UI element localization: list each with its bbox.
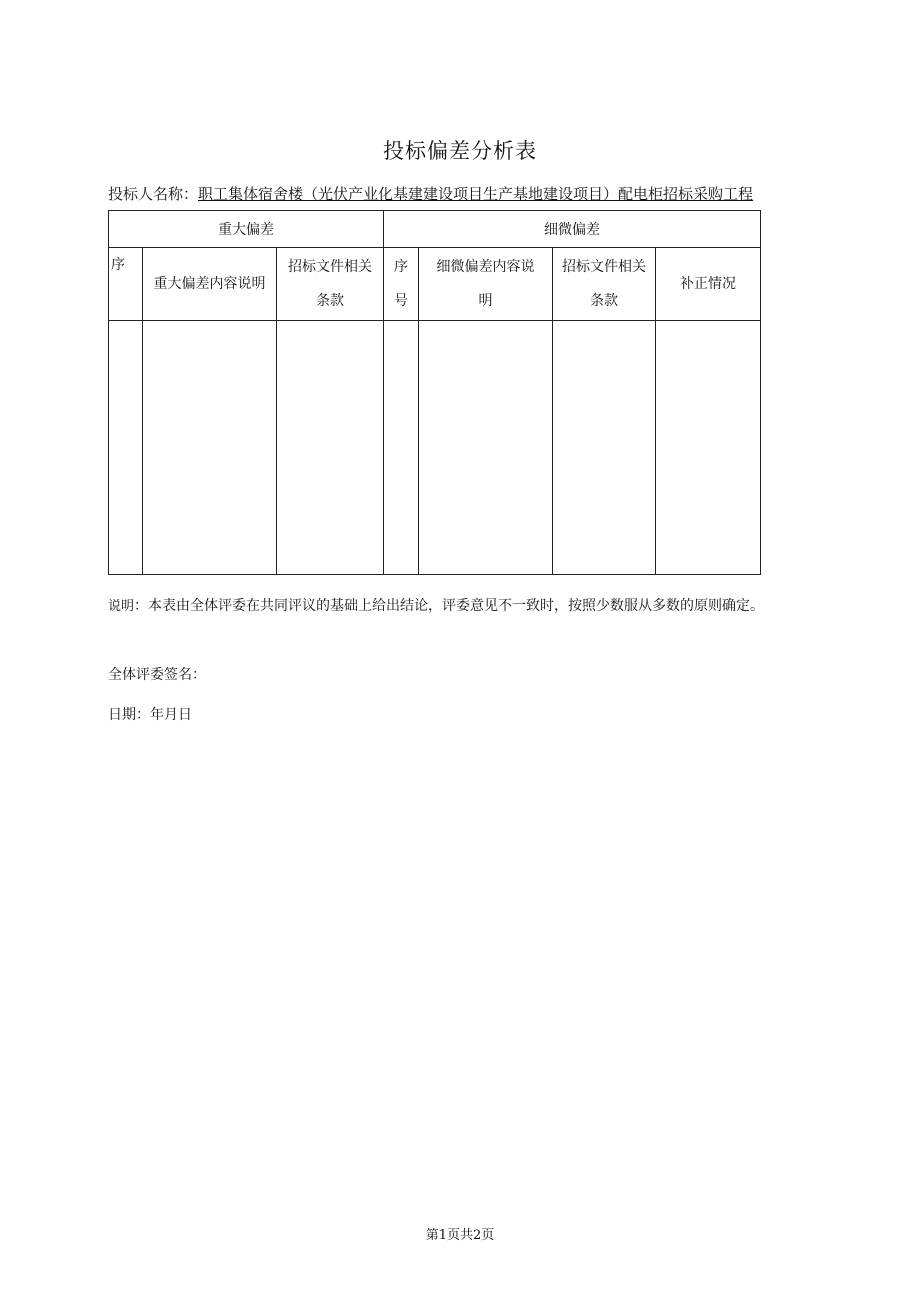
table-cell[interactable] (143, 321, 277, 575)
deviation-table (108, 210, 761, 575)
page-footer: 第1页共2页 (425, 1228, 495, 1243)
table-cell[interactable] (656, 321, 761, 575)
major-deviation-header: 重大偏差 (109, 211, 384, 248)
table-cell[interactable] (384, 321, 419, 575)
note-label: 说明 (108, 599, 135, 614)
bidder-label: 投标人名称： (108, 185, 199, 203)
table-row (109, 321, 761, 575)
page-title: 投标偏差分析表 (383, 139, 537, 163)
major-clause-header: 招标文件相关 条款 (277, 248, 384, 321)
major-seq-header: 序 (109, 248, 143, 321)
bidder-name-line (108, 183, 753, 204)
minor-seq-header: 序 号 (384, 248, 419, 321)
project-name: 职工集体宿舍楼（光伏产业化基建建设项目生产基地建设项目）配电柜招标采购工程 (198, 185, 754, 203)
correction-header: 补正情况 (656, 248, 761, 321)
note-text: ：本表由全体评委在共同评议的基础上给出结论，评委意见不一致时，按照少数服从多数的原则确定。 (134, 598, 765, 614)
major-desc-header: 重大偏差内容说明 (143, 248, 277, 321)
date-line: 日期：年月日 (108, 707, 192, 723)
signature-line: 全体评委签名： (108, 667, 206, 683)
table-cell[interactable] (277, 321, 384, 575)
minor-desc-header: 细微偏差内容说 明 (419, 248, 553, 321)
table-cell[interactable] (109, 321, 143, 575)
minor-deviation-header: 细微偏差 (384, 211, 761, 248)
table-cell[interactable] (553, 321, 656, 575)
minor-clause-header: 招标文件相关 条款 (553, 248, 656, 321)
note-paragraph (108, 586, 778, 627)
table-cell[interactable] (419, 321, 553, 575)
